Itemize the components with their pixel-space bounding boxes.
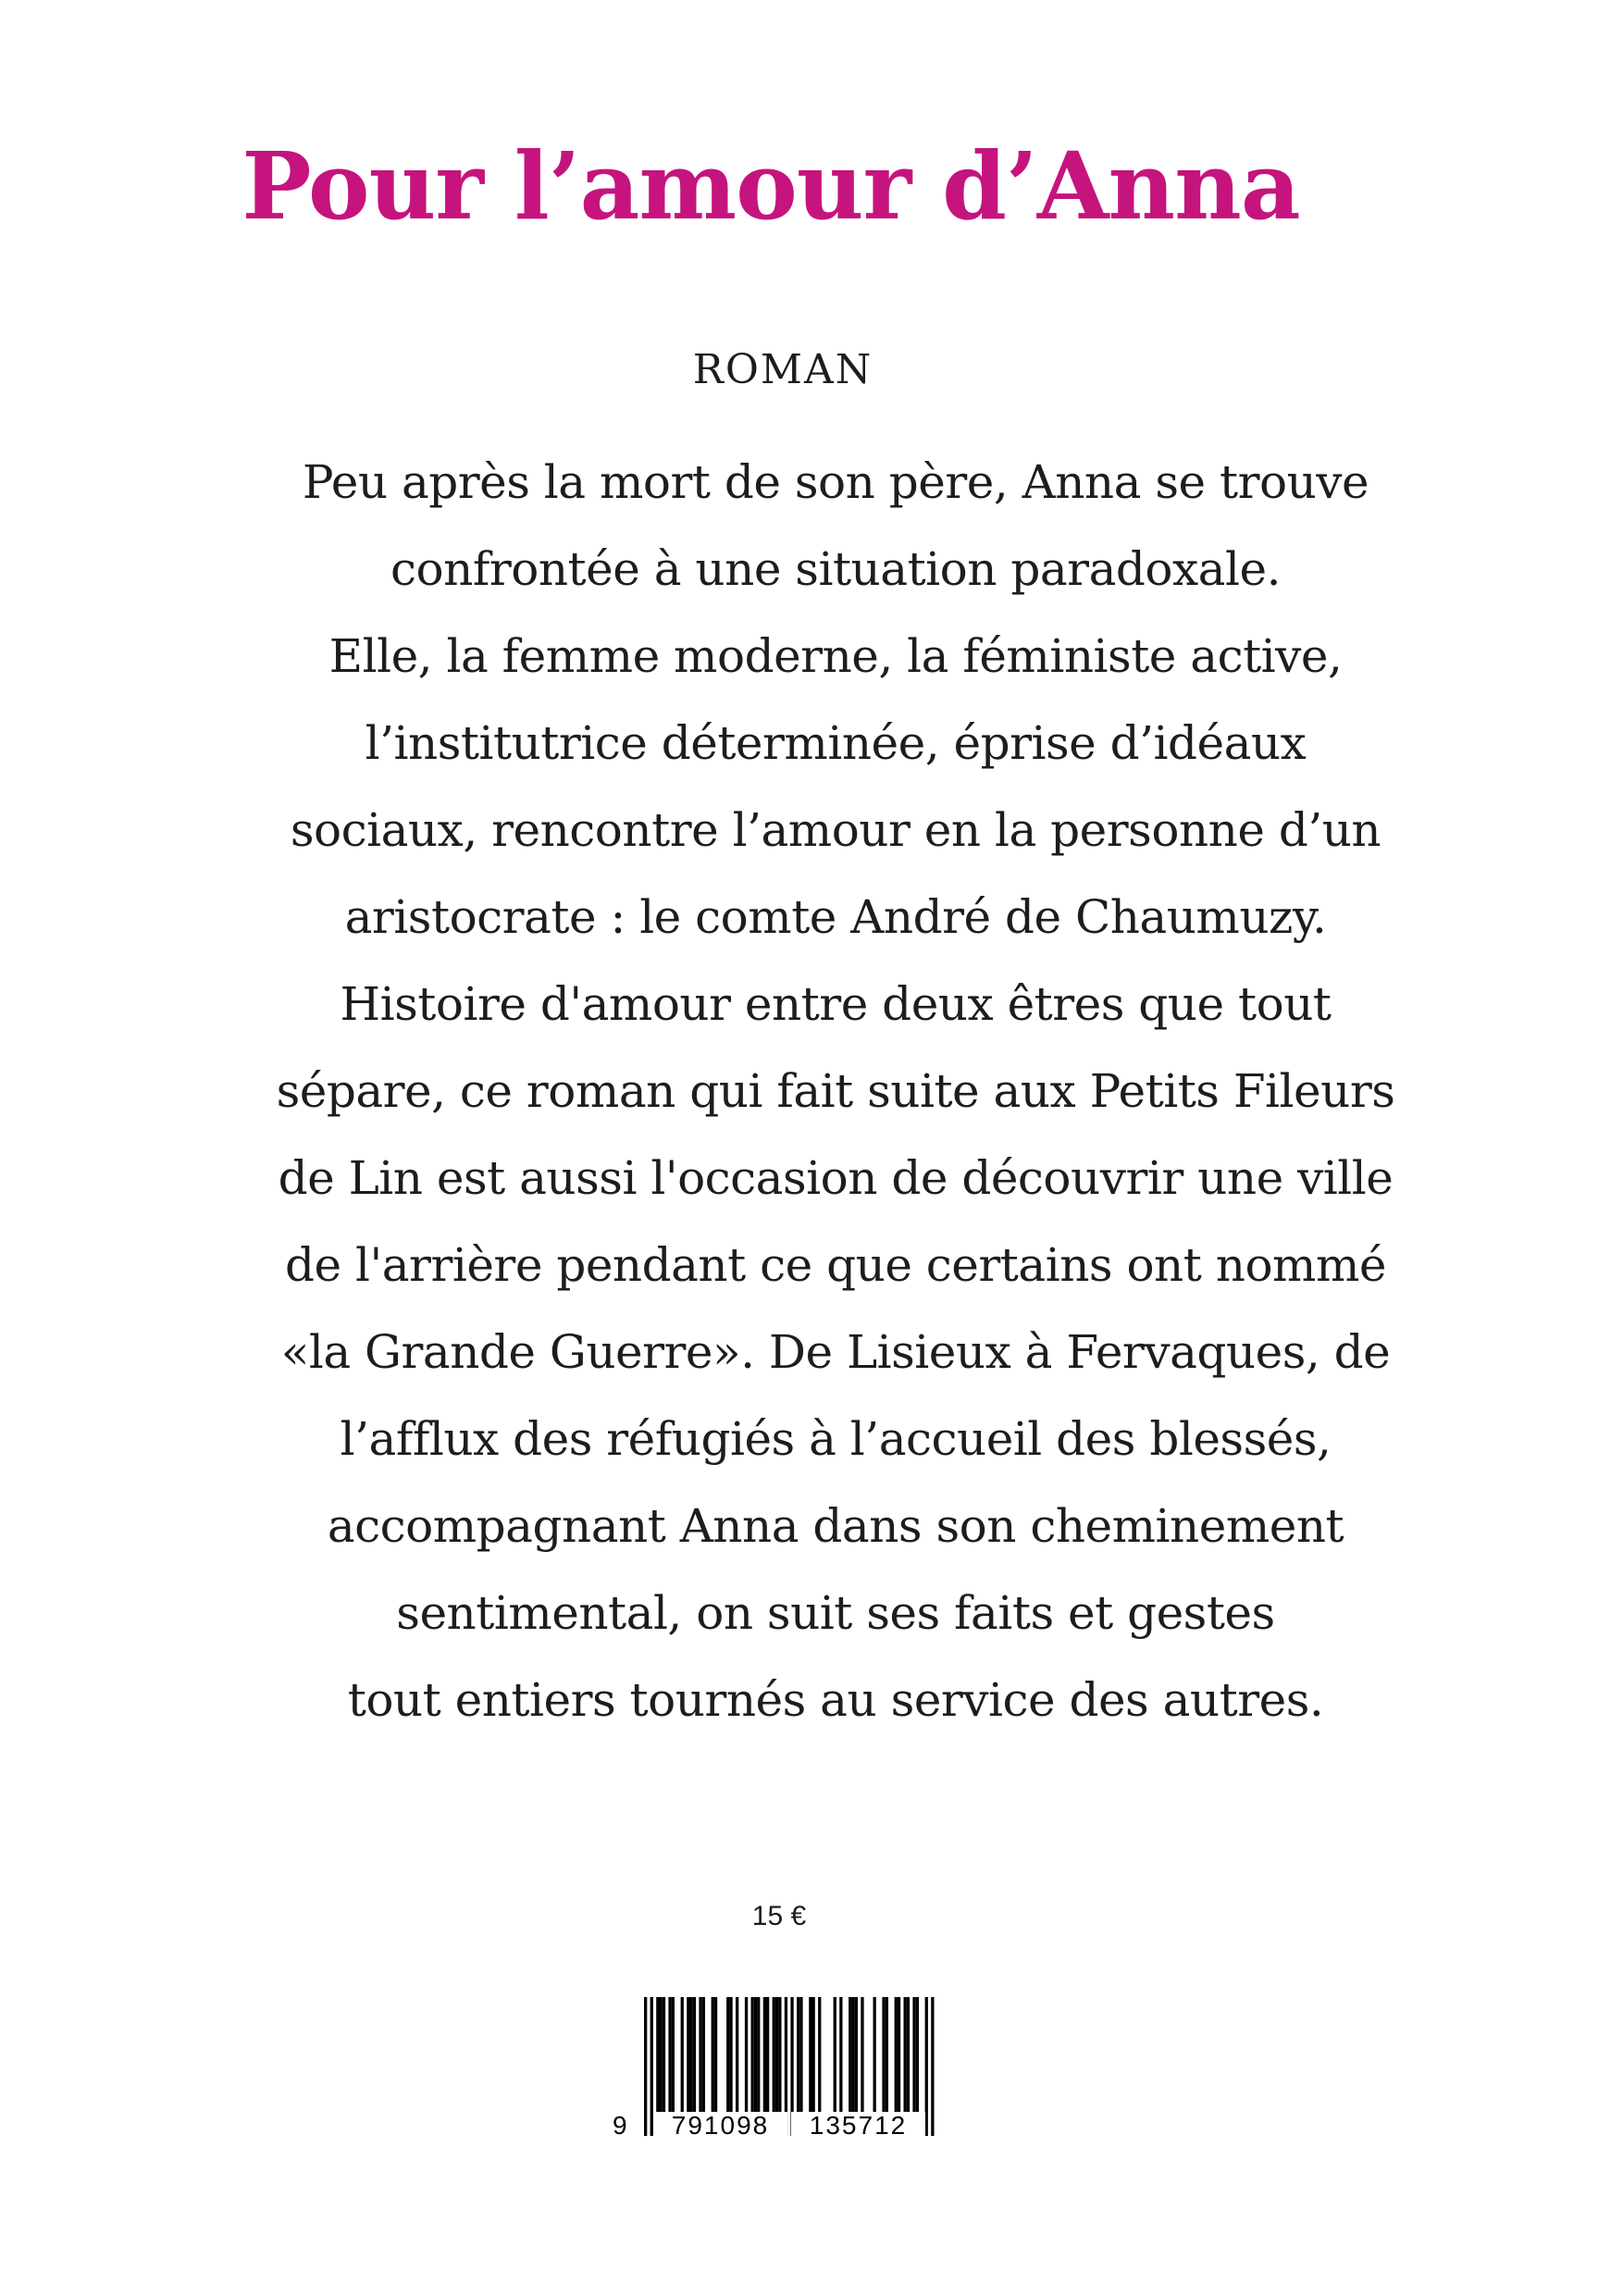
- barcode-digits-right: 135712: [791, 2112, 925, 2141]
- synopsis-line: de l'arrière pendant ce que certains ont nommé: [285, 1238, 1386, 1292]
- synopsis-line: sentimental, on suit ses faits et gestes: [396, 1586, 1275, 1640]
- synopsis-text: [24, 439, 1623, 1744]
- synopsis-line: Peu après la mort de son père, Anna se trouve: [302, 455, 1369, 509]
- genre-label: ROMAN: [692, 346, 873, 393]
- synopsis-line: sociaux, rencontre l’amour en la personne d’un: [290, 803, 1381, 857]
- synopsis-line: «la Grande Guerre». De Lisieux à Fervaques, de: [280, 1325, 1391, 1379]
- synopsis-line: l’institutrice déterminée, éprise d’idéaux: [365, 716, 1307, 770]
- price-label: 15 €: [751, 1901, 807, 1931]
- synopsis-line: confrontée à une situation paradoxale.: [390, 542, 1281, 596]
- barcode-digits-left: 791098: [653, 2112, 787, 2141]
- synopsis-line: Elle, la femme moderne, la féministe active,: [328, 629, 1343, 683]
- barcode: [613, 1997, 935, 2143]
- synopsis-line: accompagnant Anna dans son cheminement: [327, 1499, 1344, 1553]
- synopsis-line: Histoire d'amour entre deux êtres que tout: [340, 977, 1332, 1031]
- synopsis-line: l’afflux des réfugiés à l’accueil des blessés,: [340, 1412, 1332, 1466]
- synopsis-line: tout entiers tournés au service des autres.: [347, 1673, 1324, 1727]
- book-title: Pour l’amour d’Anna: [242, 131, 1300, 241]
- barcode-digit-first: 9: [613, 2111, 629, 2140]
- barcode-area: [0, 1997, 1601, 2143]
- synopsis-line: aristocrate : le comte André de Chaumuzy.: [344, 890, 1327, 944]
- synopsis-line: sépare, ce roman qui fait suite aux Petits Fileurs: [276, 1064, 1395, 1118]
- synopsis-line: de Lin est aussi l'occasion de découvrir une ville: [278, 1151, 1394, 1205]
